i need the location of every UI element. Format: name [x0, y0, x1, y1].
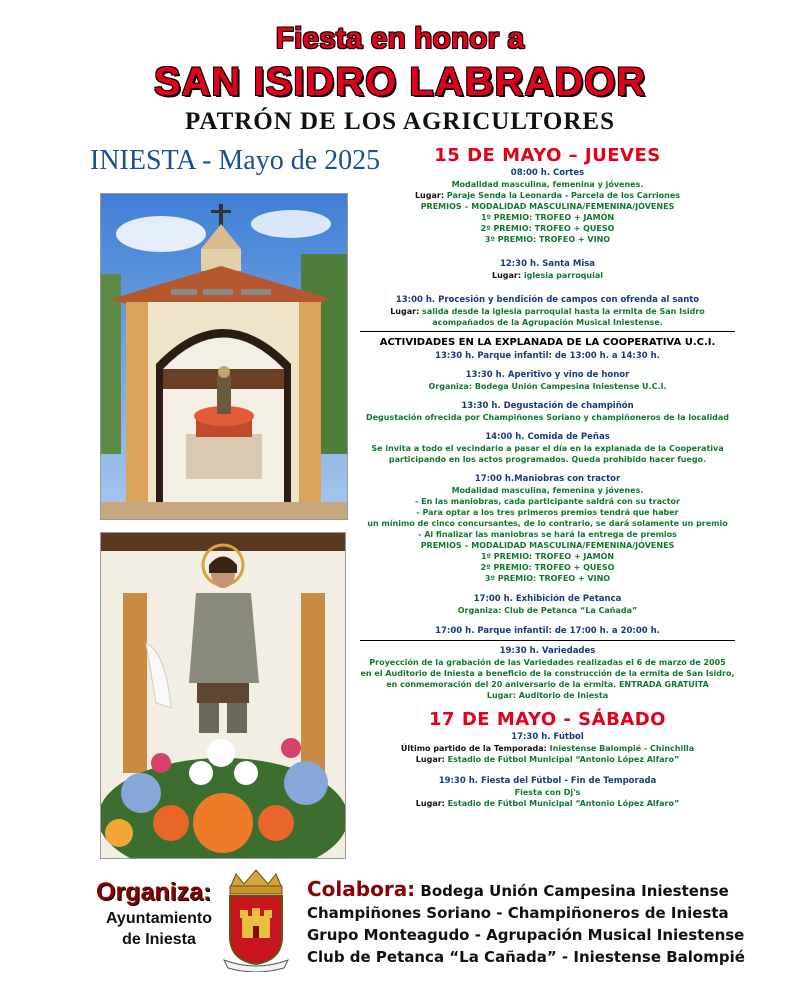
aperitivo-org: Organiza: Bodega Unión Campesina Iniestense U.C.I. — [428, 382, 667, 391]
collaborators-block — [307, 877, 745, 968]
title-line-1: Fiesta en honor a — [275, 22, 525, 55]
fiesta-lugar — [360, 798, 735, 809]
title-main: SAN ISIDRO LABRADOR — [153, 60, 647, 104]
petanca-org: Organiza: Club de Petanca “La Cañada” — [457, 606, 638, 615]
title-line-3: PATRÓN DE LOS AGRICULTORES — [184, 108, 616, 135]
ayuntamiento-line-2: de Iniesta — [122, 931, 196, 948]
collaborator-1: Bodega Unión Campesina Iniestense — [415, 882, 729, 900]
saint-statue-with-flowers-photo — [100, 532, 346, 859]
procesion-lugar — [360, 306, 735, 317]
tractor-prize-1: 1º PREMIO: TROFEO + JAMÓN — [480, 552, 615, 561]
lugar-label: Lugar: — [492, 271, 522, 280]
schedule-column — [360, 145, 735, 809]
fiesta-time: 19:30 h. Fiesta del Fútbol - Fin de Temporada — [438, 776, 657, 786]
cortes-prize-3: 3º PREMIO: TROFEO + VINO — [484, 235, 611, 244]
fiesta-line-1: Fiesta con Dj's — [514, 788, 581, 797]
ayuntamiento-line-1: Ayuntamiento — [105, 910, 213, 927]
variedades-time: 19:30 h. Variedades — [499, 646, 596, 656]
explanada-title: ACTIVIDADES EN LA EXPLANADA DE LA COOPERATIVA U.C.I. — [379, 337, 716, 348]
lugar-value: Estadio de Fútbol Municipal “Antonio López Alfaro” — [444, 755, 680, 764]
lugar-value: salida desde la iglesia parroquial hasta la ermita de San Isidro — [419, 307, 705, 316]
day1-title: 15 DE MAYO – JUEVES — [434, 145, 661, 166]
divider — [360, 331, 735, 332]
parque1: 13:30 h. Parque infantil: de 13:00 h. a 14:30 h. — [435, 351, 660, 361]
lugar-value: Estadio de Fútbol Municipal “Antonio López Alfaro” — [444, 799, 680, 808]
champinon-time: 13:30 h. Degustación de champiñón — [461, 401, 634, 411]
variedades-line-1: Proyección de la grabación de las Variedades realizadas el 6 de marzo de 2005 — [369, 658, 726, 667]
tractor-modality: Modalidad masculina, femenina y jóvenes. — [451, 486, 644, 495]
divider — [360, 640, 735, 641]
tractor-line-3: un mínimo de cinco concursantes, de lo contrario, se dará solamente un premio — [367, 519, 728, 528]
variedades-line-3: en conmemoración del 20 aniversario de la ermita. ENTRADA GRATUITA — [386, 680, 709, 689]
misa-time: 12:30 h. Santa Misa — [499, 259, 596, 269]
penas-line-2: participando en los actos programados. Queda prohibido hacer fuego. — [388, 455, 707, 464]
variedades-line-2: en el Auditorio de Iniesta a beneficio de la construcción de la ermita de San Isidro, — [360, 669, 735, 678]
cortes-prize-2: 2º PREMIO: TROFEO + QUESO — [480, 224, 615, 233]
misa-lugar — [360, 270, 735, 281]
penas-time: 14:00 h. Comida de Peñas — [485, 432, 610, 442]
futbol-time: 17:30 h. Fútbol — [511, 732, 584, 742]
variedades-lugar: Lugar: Auditorio de Iniesta — [486, 691, 609, 700]
futbol-label: Último partido de la Temporada: — [400, 744, 547, 753]
cortes-premios: PREMIOS – MODALIDAD MASCULINA/FEMENINA/JÓVENES — [420, 202, 675, 211]
cortes-lugar — [360, 190, 735, 201]
tractor-prize-2: 2º PREMIO: TROFEO + QUESO — [480, 563, 615, 572]
procesion-time: 13:00 h. Procesión y bendición de campos con ofrenda al santo — [395, 295, 700, 305]
day2-title: 17 DE MAYO - SÁBADO — [429, 709, 666, 730]
futbol-lugar — [360, 754, 735, 765]
tractor-premios: PREMIOS – MODALIDAD MASCULINA/FEMENINA/JÓVENES — [420, 541, 675, 550]
cortes-modality: Modalidad masculina, femenina y jóvenes. — [451, 180, 644, 189]
lugar-value: iglesia parroquial — [521, 271, 603, 280]
lugar-label: Lugar: — [414, 191, 445, 200]
parque2: 17:00 h. Parque infantil: de 17:00 h. a 20:00 h. — [435, 626, 660, 636]
penas-line-1: Se invita a todo el vecindario a pasar el día en la explanada de la Cooperativa — [371, 444, 724, 453]
collaborators-line-2: Champiñones Soriano - Champiñoneros de Iniesta — [307, 904, 729, 922]
collaborators-line-1 — [307, 878, 727, 902]
futbol-line-1 — [360, 743, 735, 754]
tractor-line-4: - Al finalizar las maniobras se hará la entrega de premios — [418, 530, 677, 539]
subtitle-location-date: INIESTA - Mayo de 2025 — [90, 145, 381, 176]
champinon-desc: Degustación ofrecida por Champiñones Soriano y champiñoneros de la localidad — [365, 413, 730, 422]
lugar-label: Lugar: — [415, 799, 445, 808]
tractor-line-2: - Para optar a los tres primeros premios tendrá que haber — [416, 508, 679, 517]
organiza-label: Organiza: — [96, 878, 212, 906]
collaborators-line-3: Grupo Monteagudo - Agrupación Musical Iniestense — [307, 926, 745, 944]
tractor-time: 17:00 h.Maniobras con tractor — [474, 474, 621, 484]
cortes-time: 08:00 h. Cortes — [510, 168, 585, 178]
futbol-match: Iniestense Balompié - Chinchilla — [546, 744, 695, 753]
iniesta-coat-of-arms — [222, 868, 290, 972]
lugar-label: Lugar: — [415, 755, 445, 764]
aperitivo-time: 13:30 h. Aperitivo y vino de honor — [465, 370, 630, 380]
lugar-label: Lugar: — [390, 307, 420, 316]
lugar-value: Paraje Senda la Leonarda - Parcela de los Carriones — [444, 191, 681, 200]
hermitage-chapel-photo — [100, 193, 348, 520]
cortes-prize-1: 1º PREMIO: TROFEO + JAMÓN — [480, 213, 615, 222]
colabora-label: Colabora: — [307, 877, 416, 901]
procesion-lugar-2: acompañados de la Agrupación Musical Iniestense. — [432, 318, 663, 327]
collaborators-line-4: Club de Petanca “La Cañada” - Iniestense Balompié — [307, 948, 745, 966]
tractor-prize-3: 3º PREMIO: TROFEO + VINO — [484, 574, 611, 583]
petanca-time: 17:00 h. Exhibición de Petanca — [473, 594, 622, 604]
tractor-line-1: - En las maniobras, cada participante saldrá con su tractor — [415, 497, 680, 506]
